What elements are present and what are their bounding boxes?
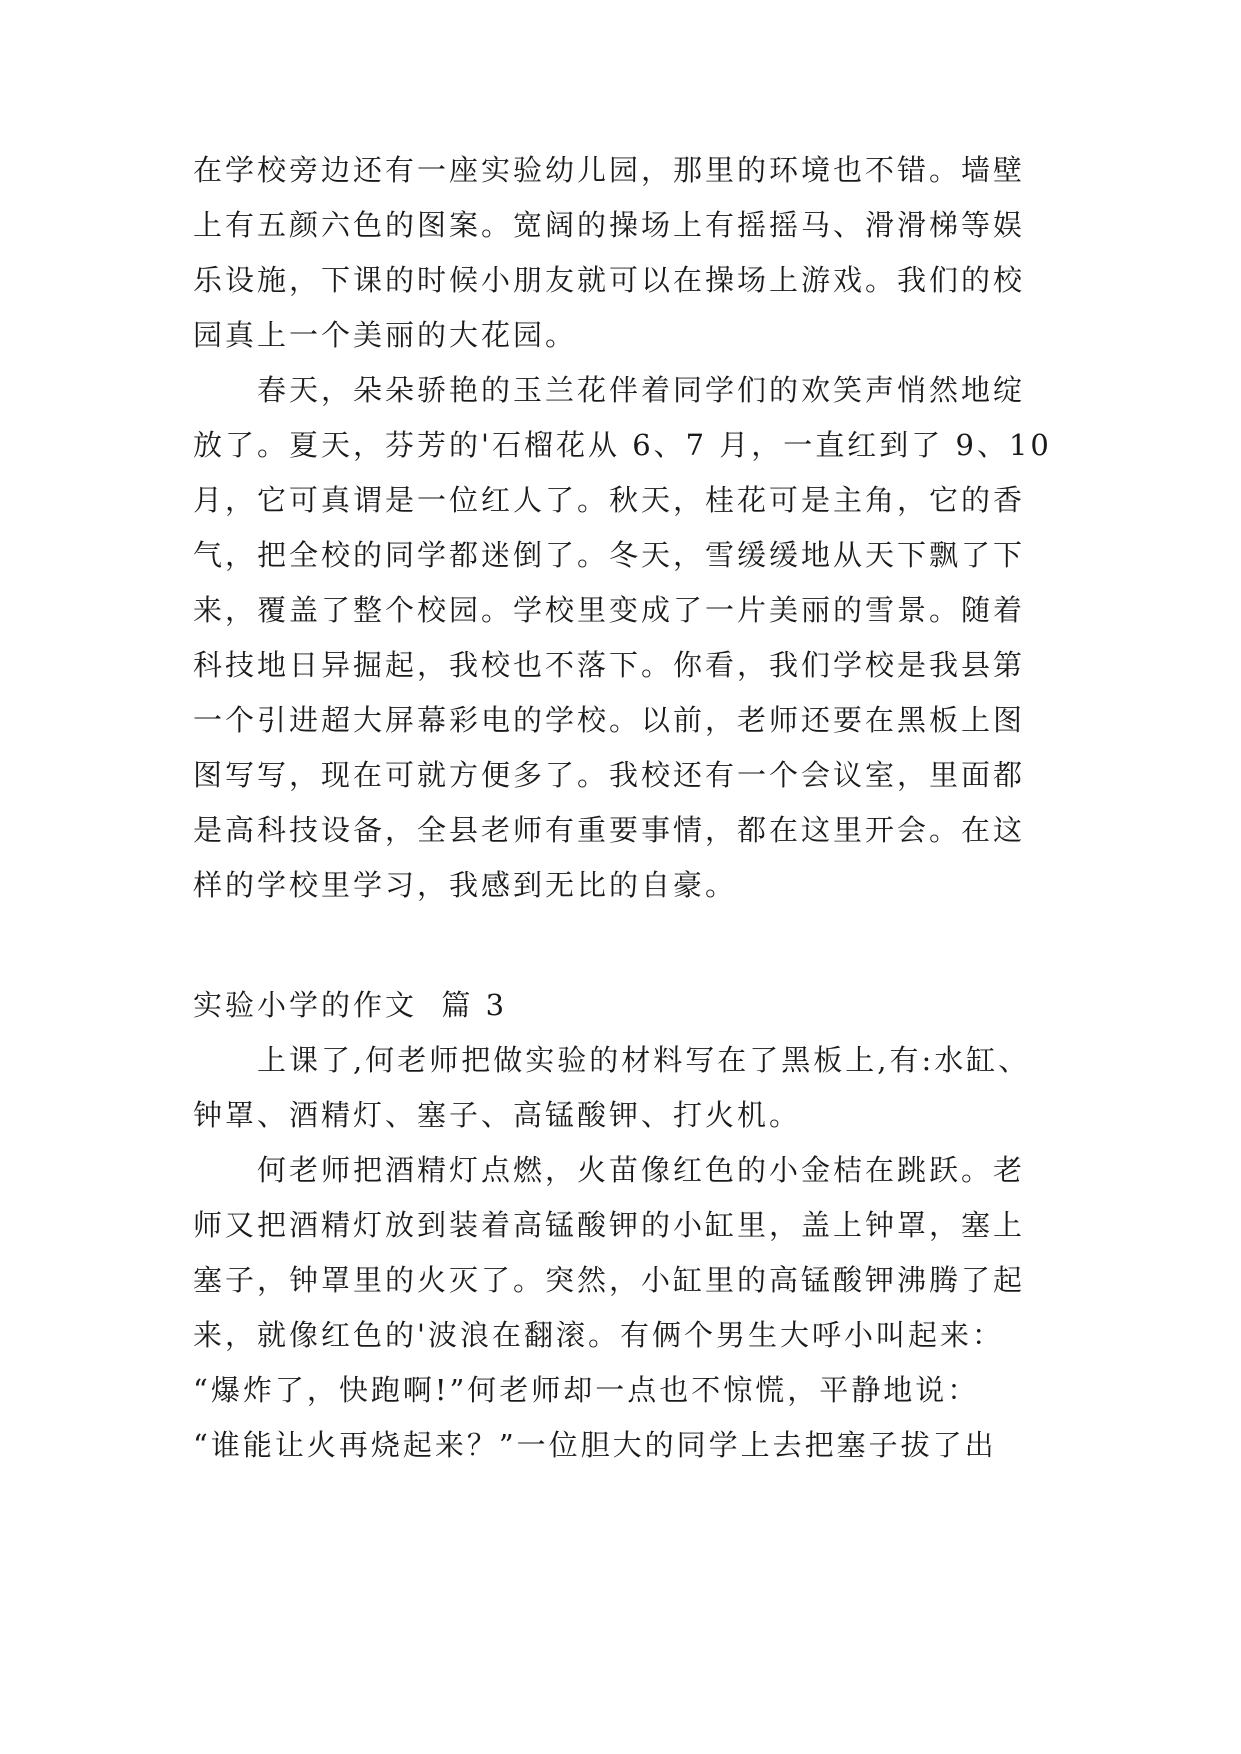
text-line: 上课了,何老师把做实验的材料写在了黑板上,有:水缸、 [193,1043,1031,1077]
text-line: 科技地日异掘起，我校也不落下。你看，我们学校是我县第 [193,648,1026,682]
text-line: “爆炸了，快跑啊!”何老师却一点也不惊慌，平静地说： [193,1373,980,1407]
text-line: 样的学校里学习，我感到无比的自豪。 [193,868,738,902]
text-line: 气，把全校的同学都迷倒了。冬天，雪缓缓地从天下飘了下 [193,538,1026,572]
text-line: 图写写，现在可就方便多了。我校还有一个会议室，里面都 [193,758,1026,792]
text-line: 是高科技设备，全县老师有重要事情，都在这里开会。在这 [193,813,1026,847]
text-line: 乐设施，下课的时候小朋友就可以在操场上游戏。我们的校 [193,263,1026,297]
text-line: 月，它可真谓是一位红人了。秋天，桂花可是主角，它的香 [193,483,1026,517]
text-line: 放了。夏天，芬芳的'石榴花从 6、7 月，一直红到了 9、10 [193,428,1052,462]
text-line: “谁能让火再烧起来？”一位胆大的同学上去把塞子拔了出 [193,1428,997,1462]
text-line: 钟罩、酒精灯、塞子、高锰酸钾、打火机。 [193,1098,802,1132]
text-line: 上有五颜六色的图案。宽阔的操场上有摇摇马、滑滑梯等娱 [193,208,1026,242]
text-line: 何老师把酒精灯点燃，火苗像红色的小金桔在跳跃。老 [193,1153,1026,1187]
text-line: 来，覆盖了整个校园。学校里变成了一片美丽的雪景。随着 [193,593,1026,627]
text-line: 一个引进超大屏幕彩电的学校。以前，老师还要在黑板上图 [193,703,1026,737]
text-line: 在学校旁边还有一座实验幼儿园，那里的环境也不错。墙壁 [193,153,1026,187]
text-line: 春天，朵朵骄艳的玉兰花伴着同学们的欢笑声悄然地绽 [193,373,1026,407]
text-line: 师又把酒精灯放到装着高锰酸钾的小缸里，盖上钟罩，塞上 [193,1208,1026,1242]
text-line: 塞子，钟罩里的火灭了。突然，小缸里的高锰酸钾沸腾了起 [193,1263,1026,1297]
text-line: 园真上一个美丽的大花园。 [193,318,578,352]
section-heading: 实验小学的作文 篇 3 [193,988,508,1022]
text-line: 来，就像红色的'波浪在翻滚。有俩个男生大呼小叫起来： [193,1318,1004,1352]
